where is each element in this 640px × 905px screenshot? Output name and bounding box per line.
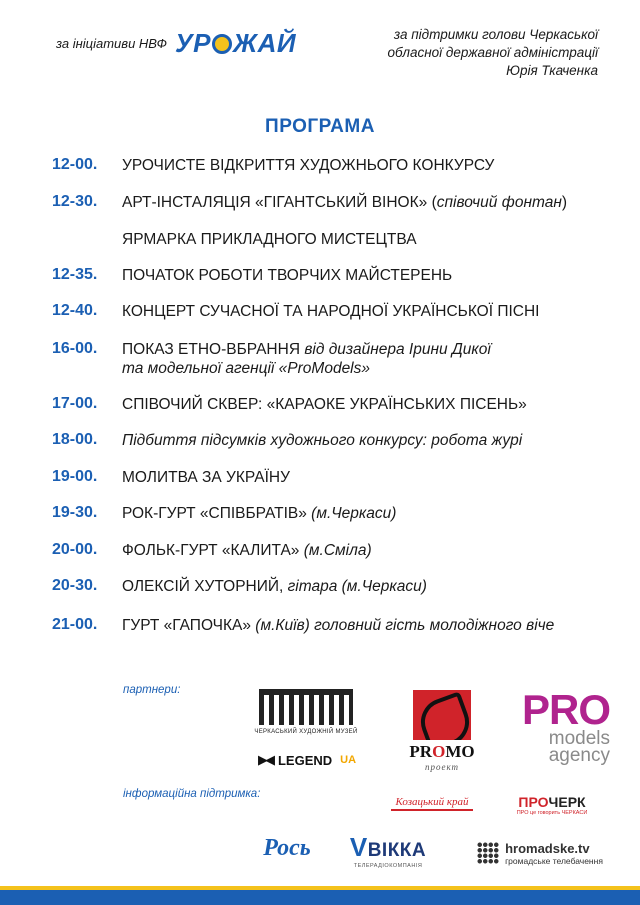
promo-text-a: PR: [409, 742, 433, 761]
program-time: 17-00.: [52, 395, 98, 412]
brand-left: УР: [175, 28, 211, 58]
program-time: 12-40.: [52, 302, 98, 319]
brand-right: ЖАЙ: [232, 28, 297, 58]
procherk-logo: [502, 788, 602, 822]
promo-logo: [400, 688, 484, 774]
program-time: 19-00.: [52, 468, 98, 485]
program-row: [52, 504, 622, 523]
program-row: [52, 266, 622, 285]
program-event: ОЛЕКСІЙ ХУТОРНИЙ,: [122, 578, 288, 595]
program-event-note-line2: та модельної агенції «ProModels»: [122, 360, 370, 377]
kozak-krai-logo: [386, 788, 478, 818]
program-time: 20-30.: [52, 577, 98, 594]
program-row: [52, 541, 622, 560]
urozhai-logo: [175, 30, 296, 56]
promodels-line1: models: [548, 728, 610, 749]
program-event-note: Підбиття підсумків художнього конкурсу: робота журі: [122, 432, 523, 449]
program-event: ПОЧАТОК РОБОТИ ТВОРЧИХ МАЙСТЕРЕНЬ: [122, 267, 453, 284]
promodels-big: PRO: [521, 686, 610, 733]
kozak-text: Козацький край: [391, 796, 472, 811]
promo-text-b: O: [432, 742, 446, 761]
program-event: ПОКАЗ ЕТНО-ВБРАННЯ: [122, 341, 305, 358]
dot-grid-icon: [477, 842, 499, 864]
ros-text: Рось: [263, 834, 311, 861]
hromadske-logo: [470, 836, 610, 870]
program-event: ЯРМАРКА ПРИКЛАДНОГО МИСТЕЦТВА: [122, 231, 417, 248]
promodels-logo: [520, 682, 610, 772]
legend-logo: [252, 748, 362, 772]
bowtie-icon: ▶◀: [257, 752, 272, 767]
support-block: [318, 26, 598, 80]
program-event-note: від дизайнера Ірини Дикої: [304, 341, 491, 358]
vikka-v: V: [349, 831, 368, 862]
program-row: [52, 431, 622, 450]
program-time: 21-00.: [52, 616, 98, 633]
promo-mark-icon: [413, 690, 471, 740]
hromadske-sub: громадське телебачення: [505, 855, 603, 866]
program-row: [52, 616, 622, 635]
page-title: ПРОГРАМА: [265, 116, 375, 137]
program-event: УРОЧИСТЕ ВІДКРИТТЯ ХУДОЖНЬОГО КОНКУРСУ: [122, 157, 495, 174]
program-time: 12-35.: [52, 266, 98, 283]
program-event-tail: ): [561, 194, 568, 211]
program-event-note: (м.Черкаси): [311, 505, 397, 522]
program-event: КОНЦЕРТ СУЧАСНОЇ ТА НАРОДНОЇ УКРАЇНСЬКОЇ ПІСНІ: [122, 303, 540, 320]
program-time: 18-00.: [52, 431, 98, 448]
program-event-note: (м.Сміла): [303, 542, 372, 559]
sun-icon: [212, 34, 232, 54]
program-time: 12-30.: [52, 193, 98, 210]
program-time: 12-00.: [52, 156, 98, 173]
program-row: [52, 302, 622, 321]
legend-ua: UA: [340, 754, 357, 766]
bottom-gold-stripe: [0, 886, 640, 890]
program-time: [52, 230, 122, 249]
program-row: [52, 230, 622, 249]
bottom-flag-bar: [0, 886, 640, 905]
program-event: СПІВОЧИЙ СКВЕР: «КАРАОКЕ УКРАЇНСЬКИХ ПІСЕНЬ»: [122, 396, 527, 413]
info-support-label: інформаційна підтримка:: [123, 788, 261, 800]
ros-logo: [254, 828, 320, 868]
promo-text-c: MO: [445, 742, 475, 761]
program-time: 16-00.: [52, 340, 98, 357]
program-event: ФОЛЬК-ГУРТ «КАЛИТА»: [122, 542, 304, 559]
vikka-text: ВІККА: [367, 839, 427, 861]
vikka-logo: [340, 828, 436, 872]
procherk-a: ПРО: [518, 794, 549, 810]
museum-building-icon: [259, 689, 353, 725]
program-row: [52, 468, 622, 487]
legend-text: LEGEND: [277, 752, 333, 768]
program-event-note: (м.Київ) головний гість молодіжного віче: [255, 617, 555, 634]
initiative-block: [56, 30, 296, 56]
partners-label: партнери:: [123, 684, 181, 696]
support-line-1: за підтримки голови Черкаської: [393, 27, 598, 42]
program-time: 19-30.: [52, 504, 98, 521]
initiative-text: за ініціативи НВФ: [56, 35, 168, 51]
program-event: МОЛИТВА ЗА УКРАЇНУ: [122, 469, 290, 486]
program-time: 20-00.: [52, 541, 98, 558]
procherk-b: ЧЕРК: [548, 794, 586, 810]
program-row: [52, 395, 622, 414]
promo-sub: проект: [424, 762, 460, 772]
promodels-line2: agency: [548, 745, 610, 766]
support-line-2: обласної державної адміністрації: [387, 45, 598, 60]
program-row: [52, 193, 622, 212]
program-event-note: співочий фонтан: [436, 194, 562, 211]
vikka-sub: ТЕЛЕРАДІОКОМПАНІЯ: [353, 862, 423, 869]
program-event-note: гітара (м.Черкаси): [287, 578, 427, 595]
procherk-sub: ПРО це говорить ЧЕРКАСИ: [516, 810, 588, 816]
support-line-3: Юрія Ткаченка: [506, 63, 598, 78]
program-event: ГУРТ «ГАПОЧКА»: [122, 617, 256, 634]
program-row: [52, 340, 622, 378]
museum-caption: ЧЕРКАСЬКИЙ ХУДОЖНІЙ МУЗЕЙ: [254, 729, 358, 735]
museum-logo: [252, 684, 360, 740]
program-row: [52, 156, 622, 175]
hromadske-text: hromadske.tv: [505, 840, 590, 856]
program-event: АРТ-ІНСТАЛЯЦІЯ «ГІГАНТСЬКИЙ ВІНОК» (: [122, 194, 437, 211]
program-event: РОК-ГУРТ «СПІВБРАТІВ»: [122, 505, 312, 522]
program-row: [52, 577, 622, 596]
